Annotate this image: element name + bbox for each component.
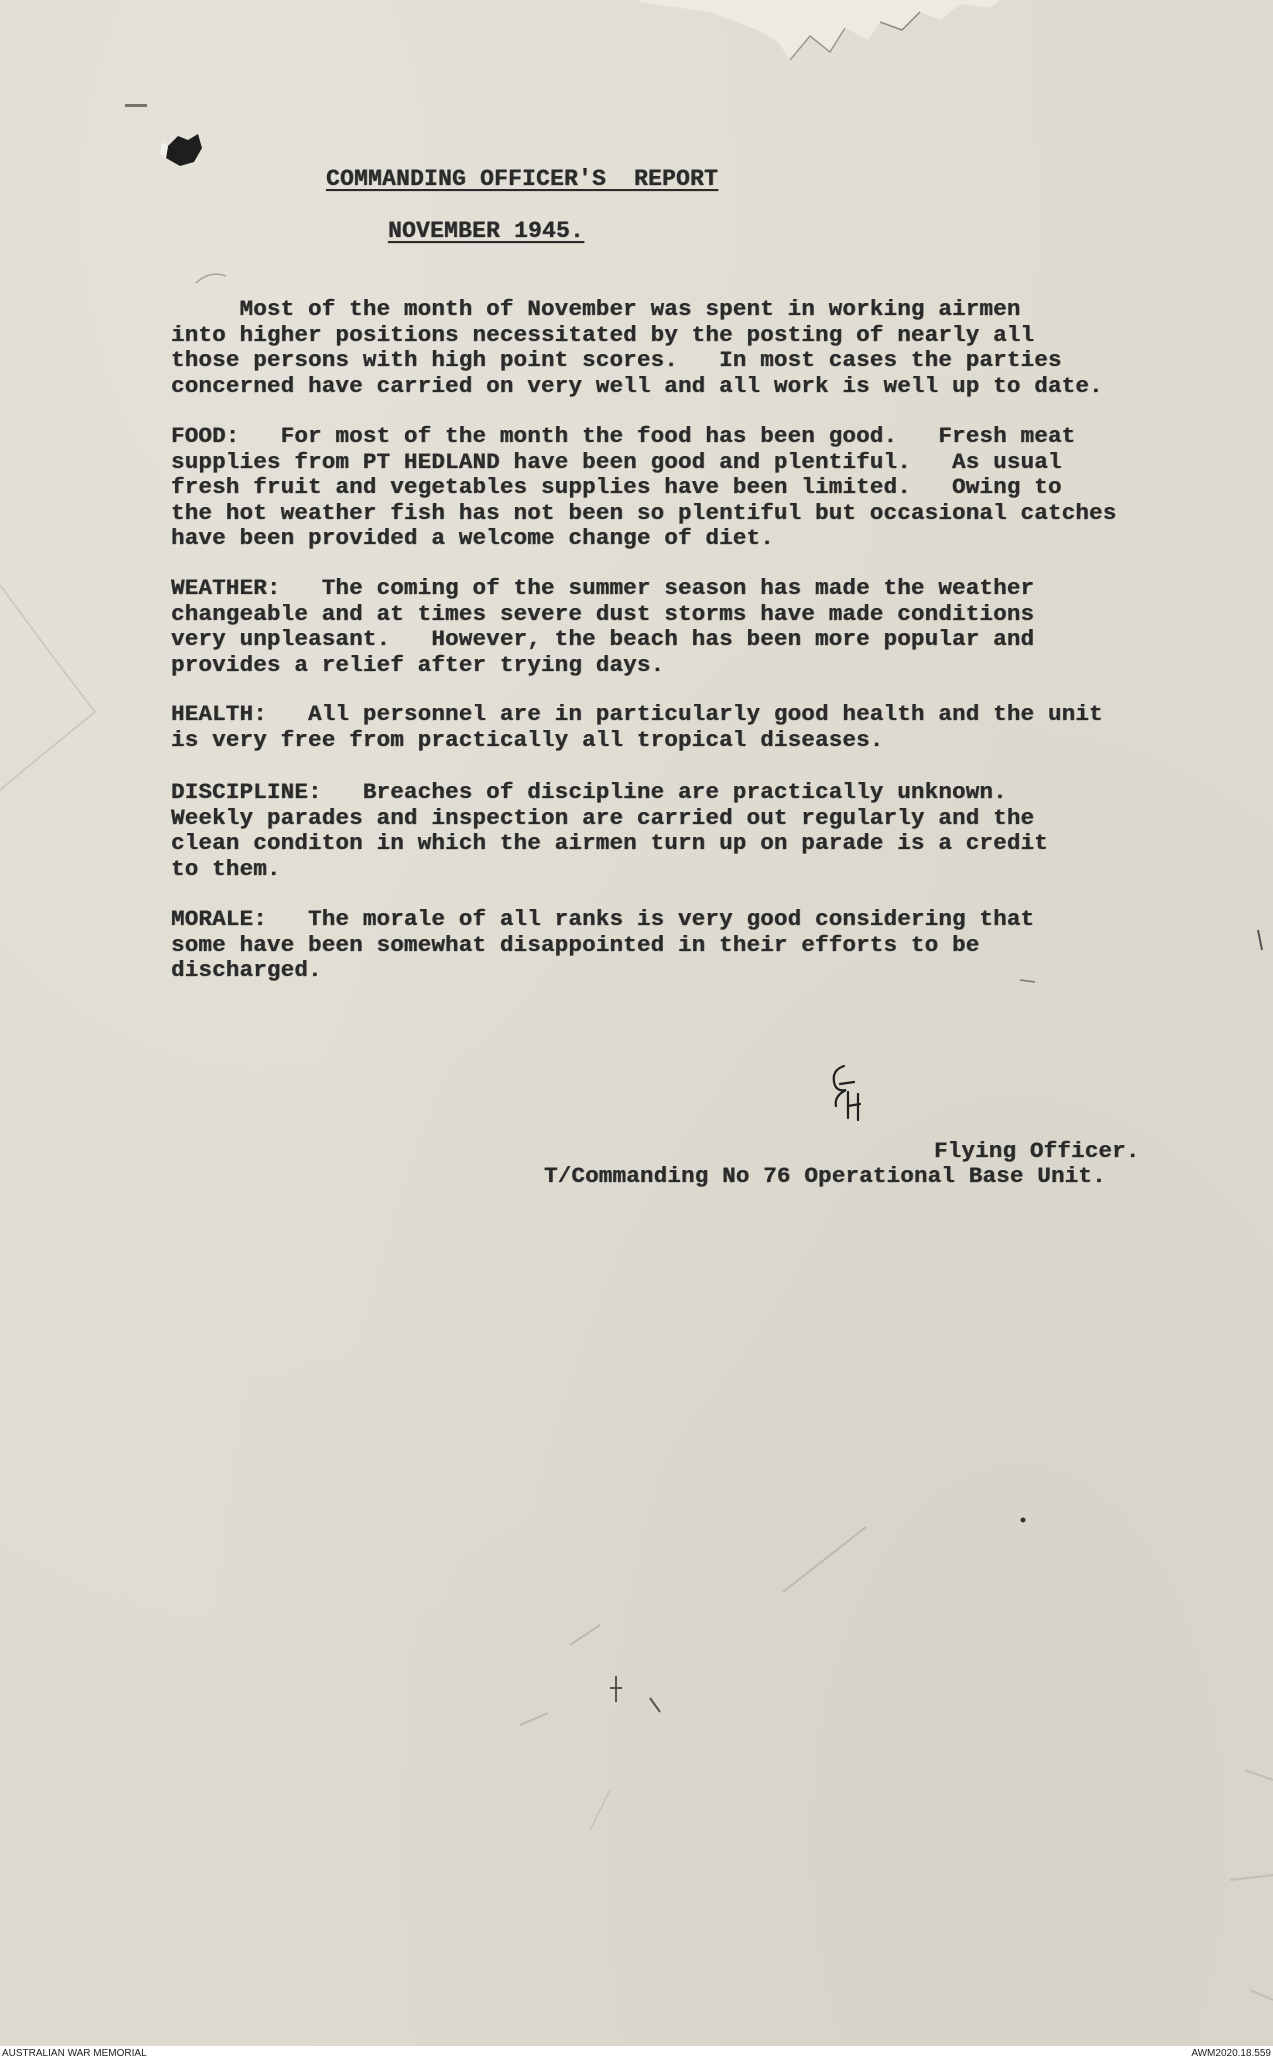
archive-source: AUSTRALIAN WAR MEMORIAL: [2, 2048, 147, 2059]
paragraph-morale: MORALE: The morale of all ranks is very good considering that some have been somewhat disappointed in their efforts to be discharged.: [171, 906, 1035, 983]
paragraph-health: HEALTH: All personnel are in particularly good health and the unit is very free from practically all tropical diseases.: [171, 701, 1103, 753]
report-date: NOVEMBER 1945.: [388, 218, 585, 244]
archive-footer: [0, 2046, 1273, 2061]
signatory-unit: T/Commanding No 76 Operational Base Unit.: [544, 1163, 1106, 1189]
report-title: COMMANDING OFFICER'S REPORT: [326, 166, 719, 192]
paragraph-discipline: DISCIPLINE: Breaches of discipline are practically unknown. Weekly parades and inspection are carried out regularly and the clean conditon in which the airmen turn up on parade is a credit to them.: [171, 779, 1048, 882]
paragraph-weather: WEATHER: The coming of the summer season has made the weather changeable and at times severe dust storms have made conditions very unpleasant. However, the beach has been more popular and provides a relief after trying days.: [171, 575, 1035, 678]
handwritten-initials: [826, 1062, 866, 1122]
paragraph-intro: Most of the month of November was spent in working airmen into higher positions necessitated by the posting of nearly all those persons with high point scores. In most cases the parties concerned have carried on very well and all work is well up to date.: [171, 296, 1103, 399]
paragraph-food: FOOD: For most of the month the food has been good. Fresh meat supplies from PT HEDLAND have been good and plentiful. As usual fresh fruit and vegetables supplies have been limited. Owing to the hot weather fish has not been so plentiful but occasional catches have been provided a welcome change of diet.: [171, 423, 1117, 551]
signatory-rank: Flying Officer.: [934, 1138, 1140, 1164]
archive-reference: AWM2020.18.559: [1191, 2048, 1271, 2059]
